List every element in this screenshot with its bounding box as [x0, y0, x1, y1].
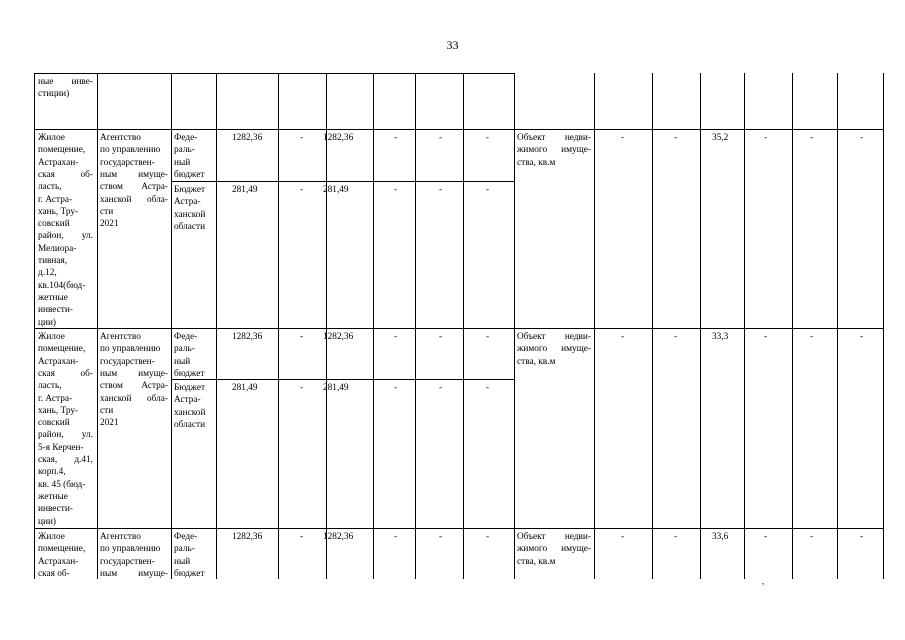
- address-line: инвести-: [38, 305, 73, 316]
- address-line: хань, Тру-: [38, 206, 79, 217]
- amount-value: 281,49: [323, 185, 349, 195]
- agency-line: ством Астра-: [100, 182, 168, 193]
- column-border: [700, 73, 701, 579]
- value-dash: -: [486, 332, 490, 342]
- column-border: [415, 73, 416, 579]
- value-dash: -: [486, 383, 490, 393]
- column-border: [216, 73, 217, 579]
- address-line: совский: [38, 418, 70, 429]
- budget-source-line: Феде-: [174, 133, 198, 143]
- address-line: Жилое: [38, 133, 65, 143]
- address-line: Астрахан-: [38, 157, 79, 168]
- area-value: 33,6: [712, 532, 729, 542]
- address-line: ласть,: [38, 381, 62, 392]
- column-border: [652, 73, 653, 579]
- value-dash: -: [810, 532, 814, 542]
- address-line: ская об-: [38, 568, 70, 579]
- address-line: кв.104(бюд-: [38, 280, 86, 291]
- value-dash: -: [394, 185, 398, 195]
- agency-line: по управлению: [100, 145, 161, 156]
- budget-source-line: бюджет: [174, 169, 205, 180]
- column-border: [744, 73, 745, 579]
- table-top-border: [34, 73, 514, 74]
- address-line: 5-я Керчен-: [38, 442, 84, 453]
- object-line: ства, кв.м: [517, 157, 556, 168]
- address-line: Мелиора-: [38, 243, 77, 254]
- budget-source-line: Астра-: [174, 395, 201, 406]
- budget-source-line: бюджет: [174, 368, 205, 379]
- address-line: жетные: [38, 292, 68, 303]
- budget-source-line: ный: [174, 556, 191, 567]
- value-dash: -: [810, 133, 814, 143]
- address-line: совский: [38, 219, 70, 230]
- row-border: [34, 528, 514, 529]
- scan-mark: ,: [762, 576, 765, 586]
- amount-value: 281,49: [323, 383, 349, 393]
- row-border: [34, 129, 514, 130]
- total-amount: 1282,36: [232, 532, 263, 542]
- area-value: 35,2: [712, 133, 729, 143]
- value-dash: -: [486, 133, 490, 143]
- continued-address-line-1: ные инве-: [38, 77, 93, 87]
- object-line: Объект недви-: [517, 532, 591, 542]
- agency-line: ным имуще-: [100, 169, 168, 180]
- budget-source-line: Бюджет: [174, 185, 206, 195]
- total-amount: 281,49: [232, 185, 258, 195]
- object-line: жимого имуще-: [517, 145, 591, 156]
- value-dash: -: [764, 133, 768, 143]
- column-border: [883, 73, 884, 579]
- agency-line: 2021: [100, 219, 119, 230]
- amount-value: 1282,36: [323, 133, 354, 143]
- budget-source-line: области: [174, 221, 206, 232]
- agency-line: ханской обла-: [100, 393, 168, 404]
- subrow-border: [171, 379, 514, 380]
- agency-line: по управлению: [100, 344, 161, 355]
- value-dash: -: [300, 133, 304, 143]
- address-line: ская об-: [38, 368, 93, 379]
- agency-line: государствен-: [100, 356, 155, 367]
- object-line: ства, кв.м: [517, 356, 556, 367]
- object-line: ства, кв.м: [517, 556, 556, 567]
- column-border: [837, 73, 838, 579]
- value-dash: -: [764, 532, 768, 542]
- object-line: Объект недви-: [517, 133, 591, 143]
- agency-line: государствен-: [100, 157, 155, 168]
- budget-source-line: раль-: [174, 344, 195, 355]
- value-dash: -: [810, 332, 814, 342]
- value-dash: -: [674, 332, 678, 342]
- budget-source-line: Феде-: [174, 332, 198, 342]
- address-line: ции): [38, 516, 57, 527]
- total-amount: 281,49: [232, 383, 258, 393]
- agency-line: ным имуще-: [100, 568, 168, 579]
- agency-line: ханской обла-: [100, 194, 168, 205]
- budget-source-line: Астра-: [174, 197, 201, 208]
- agency-line: ством Астра-: [100, 381, 168, 392]
- column-border: [594, 73, 595, 579]
- address-line: район, ул.: [38, 231, 93, 242]
- agency-line: по управлению: [100, 544, 161, 555]
- value-dash: -: [439, 332, 443, 342]
- value-dash: -: [394, 383, 398, 393]
- column-border: [463, 73, 464, 579]
- value-dash: -: [621, 133, 625, 143]
- agency-line: 2021: [100, 418, 119, 429]
- address-line: Астрахан-: [38, 356, 79, 367]
- address-line: тивная,: [38, 256, 68, 266]
- address-line: жетные: [38, 491, 68, 502]
- budget-source-line: раль-: [174, 145, 195, 156]
- value-dash: -: [621, 532, 625, 542]
- address-line: ласть,: [38, 182, 62, 193]
- continued-address-line-2: стиции): [38, 89, 70, 99]
- budget-source-line: ный: [174, 157, 191, 168]
- column-border: [792, 73, 793, 579]
- total-amount: 1282,36: [232, 133, 263, 143]
- address-line: Астрахан-: [38, 556, 79, 567]
- address-line: помещение,: [38, 544, 86, 555]
- column-border: [326, 73, 327, 579]
- budget-source-line: ханской: [174, 209, 206, 220]
- budget-source-line: Бюджет: [174, 383, 206, 393]
- address-line: кв. 45 (бюд-: [38, 479, 86, 490]
- budget-source-line: ханской: [174, 407, 206, 418]
- value-dash: -: [621, 332, 625, 342]
- agency-line: сти: [100, 206, 114, 217]
- address-line: д.12,: [38, 268, 57, 279]
- value-dash: -: [300, 185, 304, 195]
- value-dash: -: [439, 185, 443, 195]
- value-dash: -: [860, 532, 864, 542]
- value-dash: -: [486, 185, 490, 195]
- value-dash: -: [486, 532, 490, 542]
- budget-source-line: области: [174, 419, 206, 430]
- value-dash: -: [439, 532, 443, 542]
- column-border: [373, 73, 374, 579]
- value-dash: -: [860, 133, 864, 143]
- address-line: помещение,: [38, 344, 86, 355]
- column-border: [171, 73, 172, 579]
- area-value: 33,3: [712, 332, 729, 342]
- value-dash: -: [439, 383, 443, 393]
- budget-source-line: бюджет: [174, 568, 205, 579]
- agency-line: Агентство: [100, 332, 141, 342]
- address-line: хань, Тру-: [38, 405, 79, 416]
- subrow-border: [171, 181, 514, 182]
- budget-source-line: Феде-: [174, 532, 198, 542]
- agency-line: сти: [100, 405, 114, 416]
- address-line: Жилое: [38, 532, 65, 542]
- budget-source-line: раль-: [174, 544, 195, 555]
- row-border: [34, 328, 514, 329]
- value-dash: -: [674, 133, 678, 143]
- budget-table: [34, 73, 883, 579]
- value-dash: -: [674, 532, 678, 542]
- value-dash: -: [300, 532, 304, 542]
- value-dash: -: [860, 332, 864, 342]
- amount-value: 1282,36: [323, 532, 354, 542]
- row-border: [514, 129, 883, 130]
- column-border: [34, 73, 35, 579]
- object-line: жимого имуще-: [517, 344, 591, 355]
- row-border: [514, 328, 883, 329]
- address-line: г. Астра-: [38, 393, 73, 404]
- value-dash: -: [439, 133, 443, 143]
- value-dash: -: [394, 133, 398, 143]
- object-line: Объект недви-: [517, 332, 591, 342]
- agency-line: Агентство: [100, 532, 141, 542]
- value-dash: -: [394, 332, 398, 342]
- address-line: инвести-: [38, 504, 73, 515]
- amount-value: 1282,36: [323, 332, 354, 342]
- agency-line: ным имуще-: [100, 368, 168, 379]
- page-number: 33: [446, 38, 459, 52]
- value-dash: -: [300, 383, 304, 393]
- agency-line: государствен-: [100, 556, 155, 567]
- address-line: Жилое: [38, 332, 65, 342]
- column-border: [97, 73, 98, 579]
- column-border: [514, 73, 515, 579]
- column-border: [278, 73, 279, 579]
- row-border: [514, 528, 883, 529]
- budget-source-line: ный: [174, 356, 191, 367]
- address-line: ская, д.41,: [38, 455, 93, 465]
- address-line: помещение,: [38, 145, 86, 156]
- agency-line: Агентство: [100, 133, 141, 143]
- address-line: ская об-: [38, 169, 93, 180]
- total-amount: 1282,36: [232, 332, 263, 342]
- address-line: район, ул.: [38, 430, 93, 441]
- address-line: ции): [38, 317, 57, 328]
- address-line: корп.4,: [38, 467, 66, 478]
- value-dash: -: [764, 332, 768, 342]
- value-dash: -: [300, 332, 304, 342]
- value-dash: -: [394, 532, 398, 542]
- address-line: г. Астра-: [38, 194, 73, 205]
- object-line: жимого имуще-: [517, 544, 591, 555]
